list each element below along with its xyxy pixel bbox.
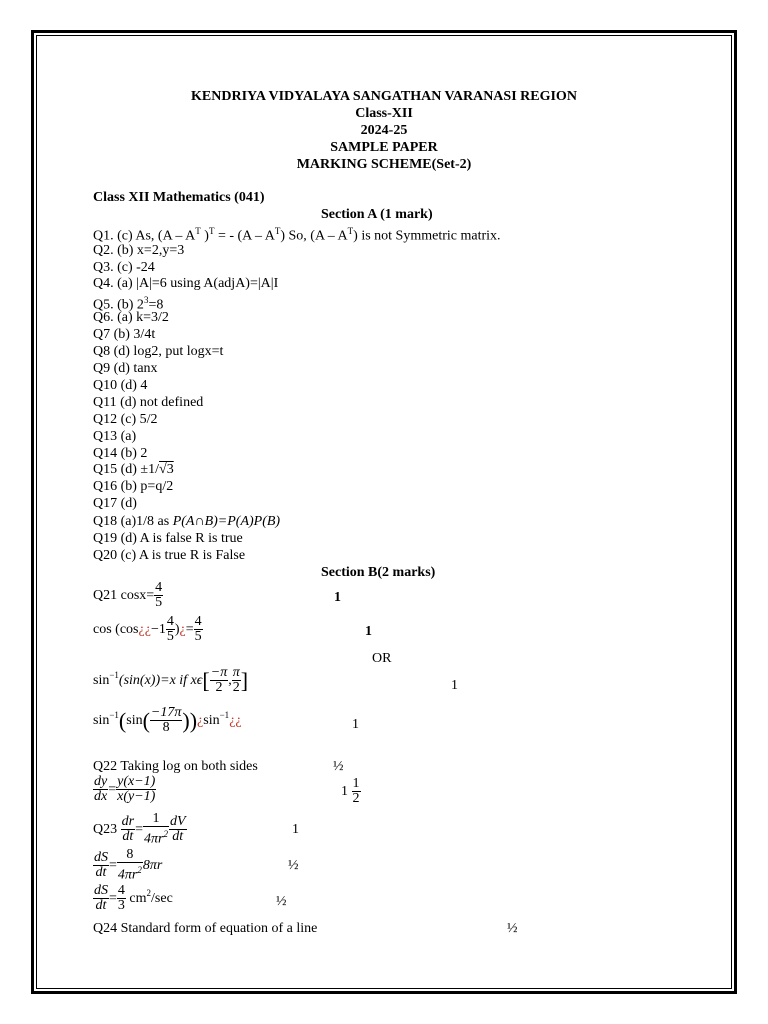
answer-q23-line1: Q23 $\frac{dr}{dt}$ = $\frac{1}{4\pi r^2}$ $\frac{dV}{dt}$ xyxy=(93,811,186,847)
answer-q6: Q6. (a) k=3/2 xyxy=(93,310,169,325)
answer-q11: Q11 (d) not defined xyxy=(93,395,204,410)
session-year: 2024-25 xyxy=(360,123,408,138)
answer-q19: Q19 (d) A is false R is true xyxy=(93,531,243,546)
mark-q24: ½ xyxy=(507,921,518,936)
mark-q22-line2: 1 $\frac{1}{2}$ xyxy=(341,776,360,806)
marking-scheme-title: MARKING SCHEME(Set-2) xyxy=(296,157,472,172)
section-b-title: Section B(2 marks) xyxy=(321,565,436,580)
answer-q17: Q17 (d) xyxy=(93,496,137,511)
mark-q23-line1: 1 xyxy=(292,822,299,837)
answer-q22-line1: Q22 Taking log on both sides xyxy=(93,759,258,774)
mark-q23-line3: ½ xyxy=(276,894,287,909)
mark-q21-or-line1: 1 xyxy=(451,678,458,693)
answer-q16: Q16 (b) p=q/2 xyxy=(93,479,174,494)
answer-q3: Q3. (c) -24 xyxy=(93,260,155,275)
answer-q4: Q4. (a) |A|=6 using A(adjA)=|A|I xyxy=(93,276,279,291)
answer-q18: Q18 (a)1/8 as P(A∩B)=P(A)P(B) xyxy=(93,514,281,529)
or-separator: OR xyxy=(372,651,392,666)
class-heading: Class-XII xyxy=(355,106,413,121)
answer-q9: Q9 (d) tanx xyxy=(93,361,158,376)
mark-q23-line2: ½ xyxy=(288,858,299,873)
answer-q21-or-line2: $\sin^{-1}(\sin$( $\frac{-17\pi}{8}$ ))¿$\sin^{-1}¿¿$ xyxy=(93,705,242,735)
answer-q14: Q14 (b) 2 xyxy=(93,446,148,461)
mark-q21-or-line2: 1 xyxy=(352,717,359,732)
answer-q21-line2: cos (cos¿¿−1 $\frac{4}{5}$ )¿= $\frac{4}{5}$ xyxy=(93,614,202,644)
answer-q15: Q15 (d) ±1/√3 xyxy=(93,462,174,477)
answer-q23-line2: $\frac{dS}{dt}$ = $\frac{8}{4\pi r^2}$ 8πr xyxy=(94,847,163,883)
answer-q22-line2: $\frac{dy}{dx}$ = $\frac{y(x-1)}{x(y-1)}$ xyxy=(94,774,156,804)
answer-q2: Q2. (b) x=2,y=3 xyxy=(93,243,185,258)
school-name: KENDRIYA VIDYALAYA SANGATHAN VARANASI REGION xyxy=(191,89,577,104)
answer-q21-or-line1: $\sin^{-1}(\sin(x))=x$ if xϵ[ $\frac{-\pi}{2}$ , $\frac{\pi}{2}$ ] xyxy=(93,665,249,695)
section-a-title: Section A (1 mark) xyxy=(321,207,433,222)
mark-q21-line2: 1 xyxy=(365,624,372,639)
answer-q10: Q10 (d) 4 xyxy=(93,378,148,393)
subject-heading: Class XII Mathematics (041) xyxy=(93,190,265,205)
answer-q13: Q13 (a) xyxy=(93,429,137,444)
mark-q21-line1: 1 xyxy=(334,590,341,605)
answer-q21-line1: Q21 cosx= $\frac{4}{5}$ xyxy=(93,580,163,610)
paper-type: SAMPLE PAPER xyxy=(330,140,438,155)
answer-q5: Q5. (b) $2^3=8$ xyxy=(93,295,164,313)
answer-q20: Q20 (c) A is true R is False xyxy=(93,548,246,563)
answer-q1: Q1. (c) As, ($A - A^T$ )$^T$ = - $(A - A^T)$ So, $(A - A^T)$ is not Symmetric matrix. xyxy=(93,226,501,244)
answer-q24: Q24 Standard form of equation of a line xyxy=(93,921,318,936)
answer-q7: Q7 (b) 3/4t xyxy=(93,327,156,342)
mark-q22-line1: ½ xyxy=(333,759,344,774)
answer-q12: Q12 (c) 5/2 xyxy=(93,412,158,427)
answer-q8: Q8 (d) log2, put logx=t xyxy=(93,344,224,359)
answer-q23-line3: $\frac{dS}{dt}$ = $\frac{4}{3}$ $cm^2/\sec$ xyxy=(94,883,173,913)
